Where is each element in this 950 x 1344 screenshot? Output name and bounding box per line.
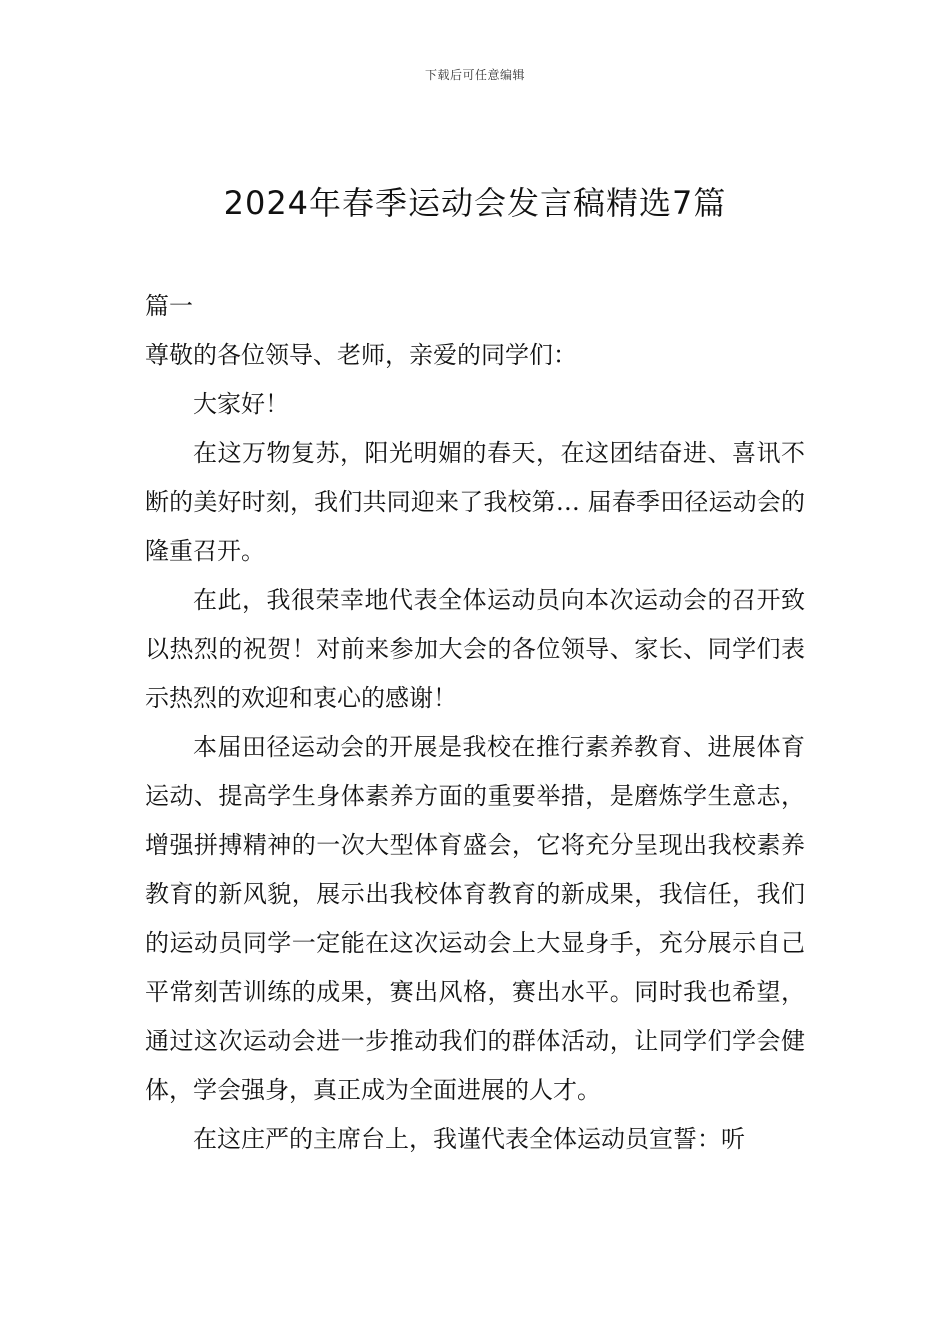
header-note: 下载后可任意编辑 — [424, 68, 525, 82]
paragraph-oath: 在这庄严的主席台上，我谨代表全体运动员宣誓：听 — [193, 1125, 745, 1153]
paragraph-significance: 本届田径运动会的开展是我校在推行素养教育、进展体育运动、提高学生身体素养方面的重要举措，是磨炼学生意志，增强拼搏精神的一次大型体育盛会，它将充分呈现出我校素养教育的新风貌，展示出我校体育教育的新成果，我信任，我们的运动员同学一定能在这次运动会上大显身手，充分展示自己平常刻苦训练的成果，赛出风格，赛出水平。同时我也希望，通过这次运动会进一步推动我们的群体活动，让同学们学会健体，学会强身，真正成为全面进展的人才。 — [145, 733, 805, 1104]
paragraph-greeting: 大家好！ — [193, 390, 289, 418]
document-title: 2024年春季运动会发言稿精选7篇 — [223, 184, 727, 222]
paragraph-opening: 在这万物复苏，阳光明媚的春天，在这团结奋进、喜讯不断的美好时刻，我们共同迎来了我校第… 届春季田径运动会的隆重召开。 — [145, 439, 805, 565]
section-label: 篇一 — [145, 292, 193, 320]
paragraph-congratulations: 在此，我很荣幸地代表全体运动员向本次运动会的召开致以热烈的祝贺！对前来参加大会的各位领导、家长、同学们表示热烈的欢迎和衷心的感谢！ — [145, 586, 805, 712]
document-body — [145, 282, 805, 1164]
salutation: 尊敬的各位领导、老师，亲爱的同学们： — [145, 341, 577, 369]
